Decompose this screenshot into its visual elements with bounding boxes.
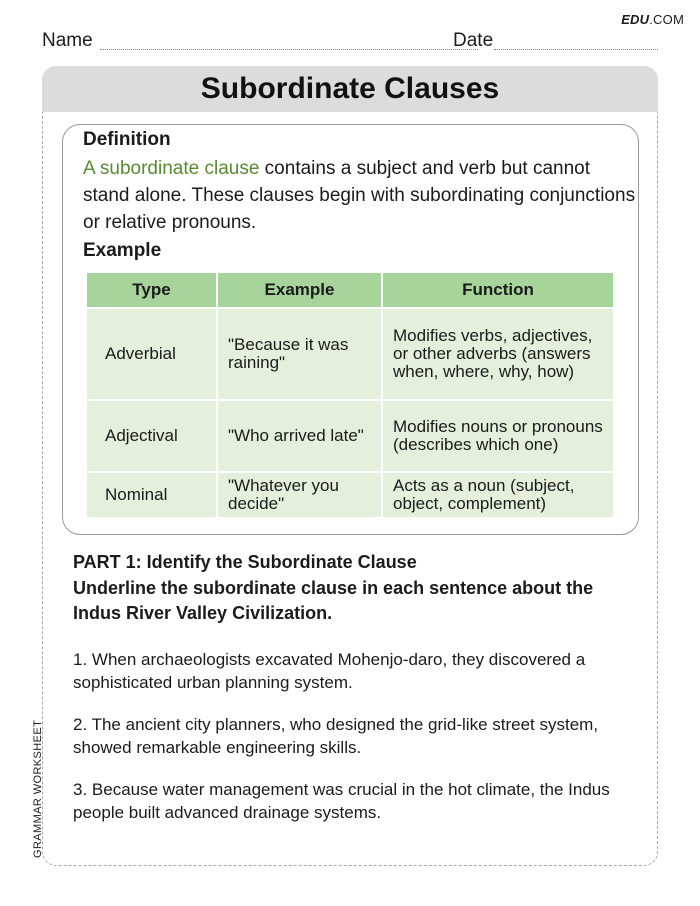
question-1[interactable]: 1. When archaeologists excavated Mohenjo-daro, they discovered a sophisticated urban planning system. [73, 650, 586, 692]
brand-logo-suffix: .COM [649, 12, 684, 27]
cell-function: Acts as a noun (subject, object, complement) [382, 472, 613, 518]
cell-example: "Whatever you decide" [217, 472, 382, 518]
name-field[interactable] [100, 49, 478, 50]
cell-type: Nominal [87, 472, 217, 518]
table-header-row [87, 273, 613, 308]
date-field[interactable] [494, 49, 658, 50]
definition-heading: Definition [83, 129, 171, 150]
table-row [87, 308, 613, 400]
date-label: Date [453, 30, 494, 51]
cell-example: "Because it was raining" [217, 308, 382, 400]
definition-term: A subordinate clause [83, 158, 260, 179]
question-3[interactable]: 3. Because water management was crucial in the hot climate, the Indus people built advanced drainage systems. [73, 780, 610, 822]
part1-title: PART 1: Identify the Subordinate Clause [73, 552, 417, 572]
brand-logo-bold: EDU [621, 12, 650, 27]
column-header-function: Function [382, 273, 613, 308]
cell-function: Modifies verbs, adjectives, or other adverbs (answers when, where, why, how) [382, 308, 613, 400]
clause-table [87, 273, 613, 519]
cell-type: Adjectival [87, 400, 217, 472]
part1-instructions: Underline the subordinate clause in each sentence about the Indus River Valley Civilization. [73, 578, 594, 623]
question-2[interactable]: 2. The ancient city planners, who designed the grid-like street system, showed remarkable engineering skills. [73, 715, 599, 757]
brand-logo [621, 12, 684, 27]
name-label: Name [42, 30, 93, 51]
table-row [87, 400, 613, 472]
cell-example: "Who arrived late" [217, 400, 382, 472]
name-date-row [42, 30, 658, 54]
column-header-example: Example [217, 273, 382, 308]
definition-text [83, 155, 639, 236]
page-title: Subordinate Clauses [42, 66, 658, 112]
side-label: GRAMMAR WORKSHEET [32, 719, 44, 858]
cell-function: Modifies nouns or pronouns (describes which one) [382, 400, 613, 472]
example-heading: Example [83, 240, 162, 261]
column-header-type: Type [87, 273, 217, 308]
table-row [87, 472, 613, 518]
cell-type: Adverbial [87, 308, 217, 400]
definition-body: contains a subject and verb but cannot stand alone. These clauses begin with subordinating conjunctions or relative pronouns. [83, 158, 636, 233]
